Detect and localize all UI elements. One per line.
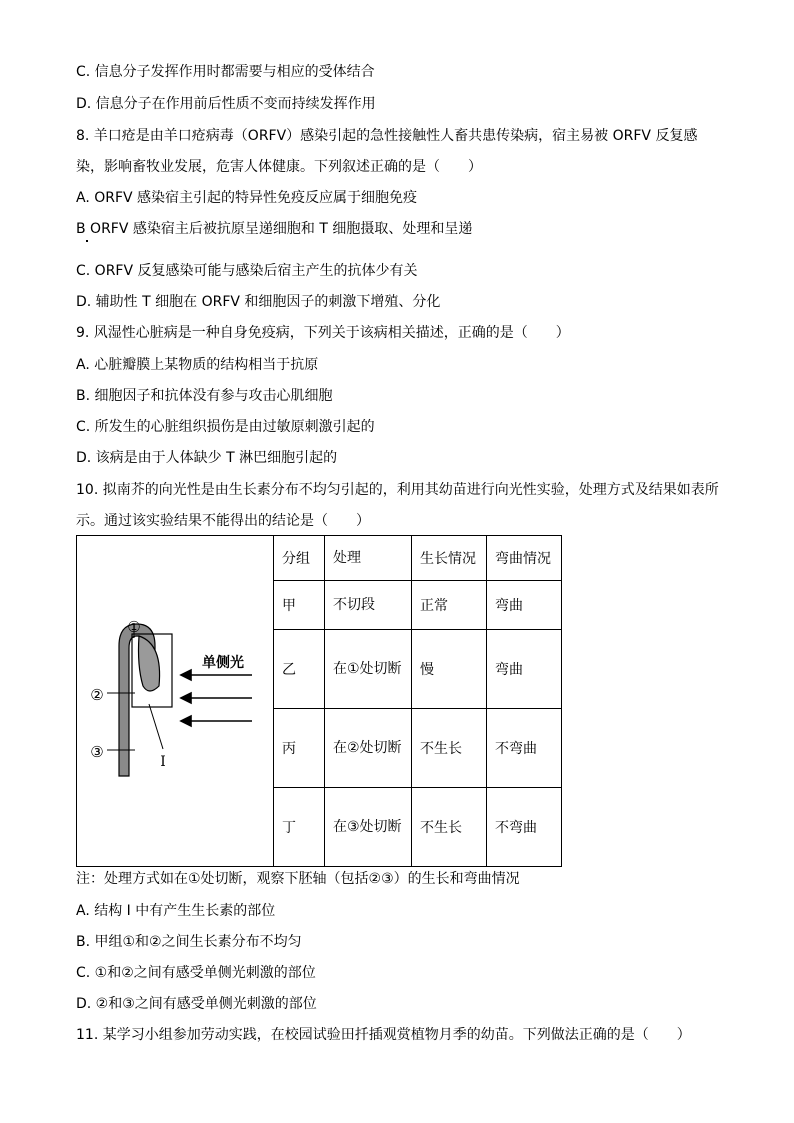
option-9c: C. 所发生的心脏组织损伤是由过敏原刺激引起的 (76, 419, 375, 435)
question-8-stem-1: 8. 羊口疮是由羊口疮病毒（ORFV）感染引起的急性接触性人畜共患传染病，宿主易被 ORFV 反复感 (76, 128, 698, 144)
option-7d: D. 信息分子在作用前后性质不变而持续发挥作用 (76, 96, 376, 112)
option-8a: A. ORFV 感染宿主引起的特异性免疫反应属于细胞免疫 (76, 190, 418, 206)
option-9d: D. 该病是由于人体缺少 T 淋巴细胞引起的 (76, 450, 338, 466)
seedling-figure (77, 536, 274, 867)
experiment-table (76, 535, 562, 867)
option-8b: B ORFV 感染宿主后被抗原呈递细胞和 T 细胞摄取、处理和呈递 (76, 221, 473, 237)
question-8-stem-2: 染，影响畜牧业发展，危害人体健康。下列叙述正确的是（ ） (76, 159, 482, 175)
seedling-diagram (77, 536, 273, 861)
question-11-stem: 11. 某学习小组参加劳动实践，在校园试验田扦插观赏植物月季的幼苗。下列做法正确的是（ ） (76, 1027, 691, 1043)
row-growth: 正常 (412, 581, 487, 630)
header-growth: 生长情况 (412, 536, 487, 581)
mark1-label: ① (127, 618, 141, 636)
option-10a: A. 结构 I 中有产生生长素的部位 (76, 903, 276, 919)
header-treatment: 处理 (325, 536, 412, 581)
option-10d: D. ②和③之间有感受单侧光刺激的部位 (76, 996, 317, 1012)
option-9b: B. 细胞因子和抗体没有参与攻击心肌细胞 (76, 388, 333, 404)
row-bending: 弯曲 (487, 581, 562, 630)
option-8c: C. ORFV 反复感染可能与感染后宿主产生的抗体少有关 (76, 263, 418, 279)
row-group: 甲 (274, 581, 325, 630)
row-bending: 弯曲 (487, 630, 562, 709)
row-group: 丁 (274, 788, 325, 867)
cotyledon (139, 636, 160, 691)
row-bending: 不弯曲 (487, 709, 562, 788)
option-7c: C. 信息分子发挥作用时都需要与相应的受体结合 (76, 64, 375, 80)
header-bending: 弯曲情况 (487, 536, 562, 581)
option-9a: A. 心脏瓣膜上某物质的结构相当于抗原 (76, 357, 319, 373)
option-10b: B. 甲组①和②之间生长素分布不均匀 (76, 934, 302, 950)
question-10-stem-1: 10. 拟南芥的向光性是由生长素分布不均匀引起的，利用其幼苗进行向光性实验，处理方式及结果如表所 (76, 482, 719, 498)
structure-pointer (149, 704, 163, 749)
question-9-stem: 9. 风湿性心脏病是一种自身免疫病，下列关于该病相关描述，正确的是（ ） (76, 325, 570, 341)
row-group: 乙 (274, 630, 325, 709)
option-8d: D. 辅助性 T 细胞在 ORFV 和细胞因子的刺激下增殖、分化 (76, 294, 441, 310)
light-arrows (181, 670, 252, 726)
row-group: 丙 (274, 709, 325, 788)
row-growth: 慢 (412, 630, 487, 709)
table-note: 注：处理方式如在①处切断，观察下胚轴（包括②③）的生长和弯曲情况 (76, 871, 520, 887)
row-growth: 不生长 (412, 788, 487, 867)
option-10c: C. ①和②之间有感受单侧光刺激的部位 (76, 965, 316, 981)
row-bending: 不弯曲 (487, 788, 562, 867)
row-growth: 不生长 (412, 709, 487, 788)
light-label: 单侧光 (202, 655, 244, 671)
mark3-label: ③ (90, 743, 104, 761)
header-group: 分组 (274, 536, 325, 581)
row-treatment: 在②处切断 (325, 709, 412, 788)
structure-label: I (160, 754, 166, 770)
stray-dot (86, 240, 88, 242)
question-10-stem-2: 示。通过该实验结果不能得出的结论是（ ） (76, 513, 370, 529)
mark2-label: ② (90, 686, 104, 704)
row-treatment: 在③处切断 (325, 788, 412, 867)
row-treatment: 在①处切断 (325, 630, 412, 709)
row-treatment: 不切段 (325, 581, 412, 630)
